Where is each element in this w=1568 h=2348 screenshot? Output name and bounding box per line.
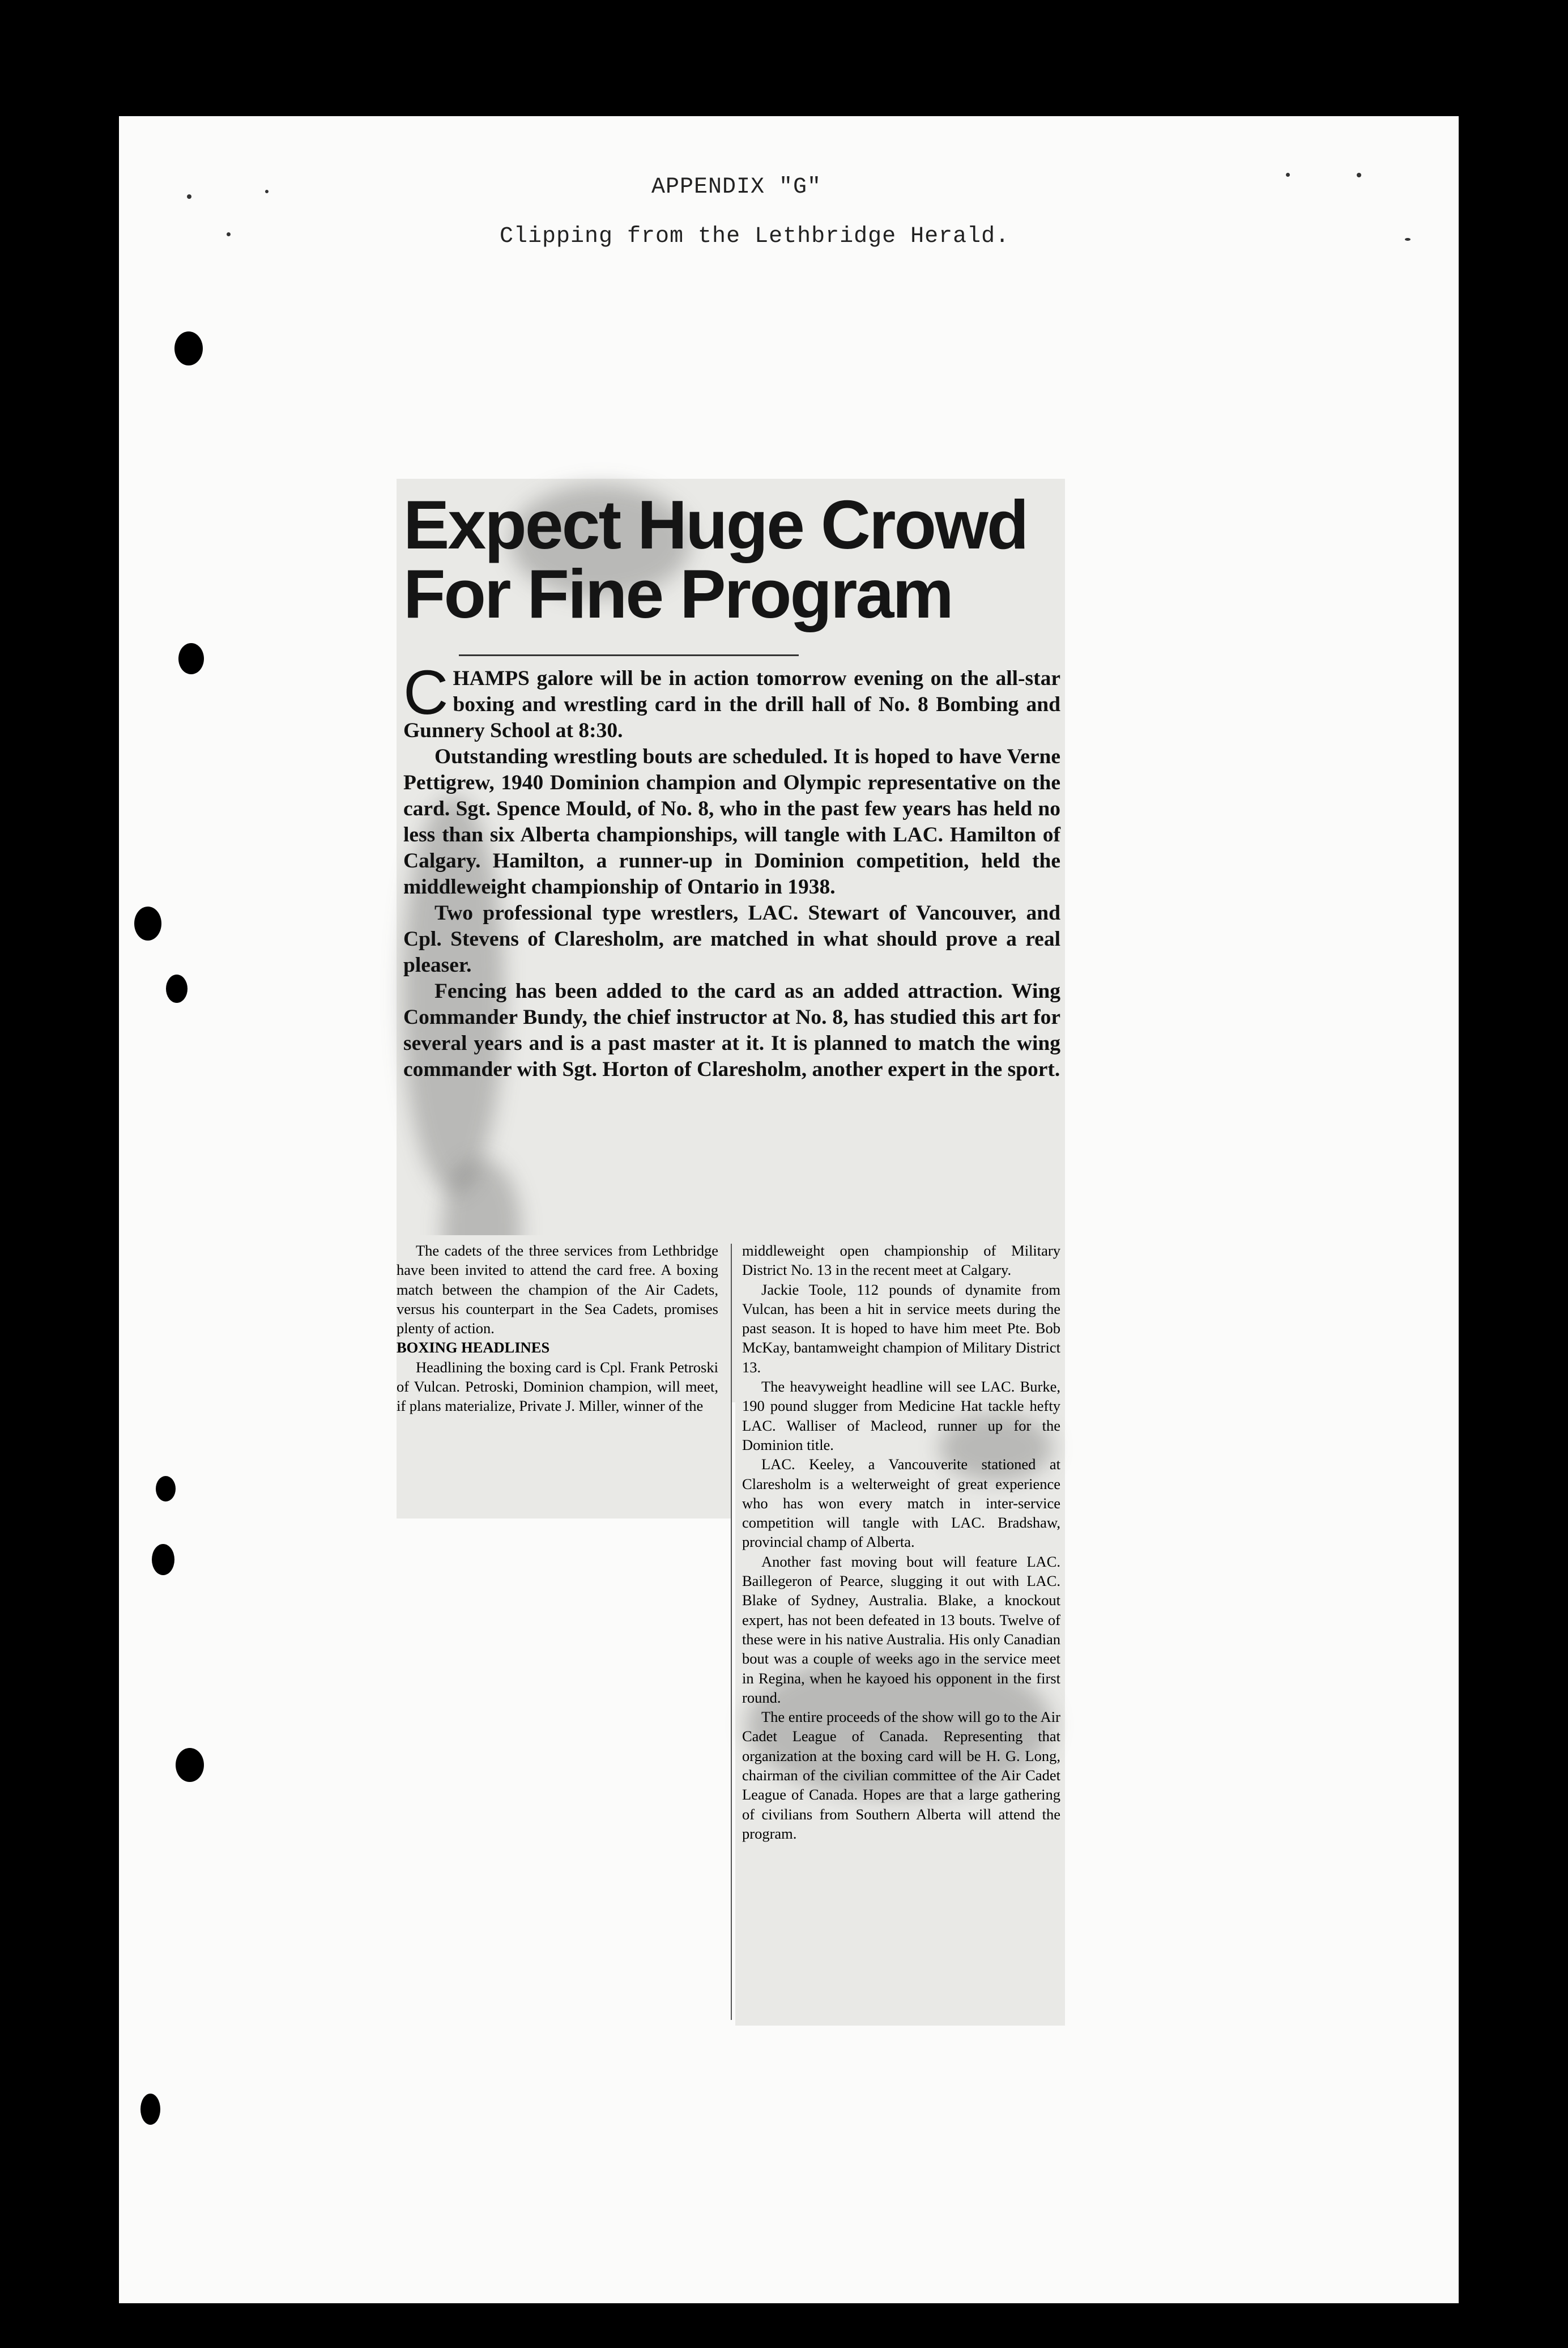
document-page bbox=[119, 116, 1459, 2303]
article-paragraph: The heavyweight headline will see LAC. Burke, 190 pound slugger from Medicine Hat tackle hefty LAC. Walliser of Macleod, runner up for the Dominion title. bbox=[742, 1378, 1060, 1453]
article-right-column bbox=[742, 1241, 1060, 1843]
lead-paragraph bbox=[403, 658, 1060, 744]
binder-hole bbox=[156, 1476, 176, 1501]
article-paragraph: The cadets of the three services from Lethbridge have been invited to attend the card free. A boxing match between the champion of the Air Cadets, versus his counterpart in the Sea Cadets, promises plenty of action. bbox=[397, 1242, 718, 1337]
article-left-column bbox=[397, 1241, 718, 1416]
speck bbox=[1286, 173, 1290, 177]
clipping-caption: Clipping from the Lethbridge Herald. bbox=[500, 224, 1010, 249]
column-divider bbox=[731, 1244, 732, 2020]
drop-cap: C bbox=[403, 658, 449, 728]
speck bbox=[1405, 238, 1411, 241]
binder-hole bbox=[140, 2094, 160, 2125]
lead-paragraph: Outstanding wrestling bouts are scheduled. It is hoped to have Verne Pettigrew, 1940 Dominion champion and Olympic representative on the card. Sgt. Spence Mould, of No. 8, who in the past few years has held no less than six Alberta championships, will tangle with LAC. Hamilton of Calgary. Hamilton, a runner-up in Dominion competition, held the middleweight championship of Ontario in 1938. bbox=[403, 745, 1060, 899]
lead-paragraph: Two professional type wrestlers, LAC. Stewart of Vancouver, and Cpl. Stevens of Claresholm, are matched in what should prove a real pleaser. bbox=[403, 901, 1060, 977]
section-subhead: BOXING HEADLINES bbox=[397, 1339, 550, 1356]
appendix-heading: APPENDIX "G" bbox=[651, 175, 822, 200]
headline-rule bbox=[459, 654, 799, 656]
speck bbox=[227, 232, 231, 236]
binder-hole bbox=[152, 1544, 174, 1575]
article-paragraph: LAC. Keeley, a Vancouverite stationed at Claresholm is a welterweight of great experience who has won every match in inter-service competition will tangle with LAC. Bradshaw, provincial champ of Alberta. bbox=[742, 1456, 1060, 1551]
article-paragraph: middleweight open championship of Military District No. 13 in the recent meet at Calgary. bbox=[742, 1242, 1060, 1279]
binder-hole bbox=[134, 907, 161, 941]
binder-hole bbox=[176, 1748, 204, 1782]
lead-paragraph: Fencing has been added to the card as an added attraction. Wing Commander Bundy, the chief instructor at No. 8, has studied this art for several years and is a past master at it. It is planned to match the wing commander with Sgt. Horton of Claresholm, another expert in the sport. bbox=[403, 980, 1060, 1081]
speck bbox=[265, 190, 269, 193]
binder-hole bbox=[166, 975, 188, 1003]
binder-hole bbox=[174, 331, 203, 365]
article-paragraph: Headlining the boxing card is Cpl. Frank Petroski of Vulcan. Petroski, Dominion champion, will meet, if plans materialize, Private J. Miller, winner of the bbox=[397, 1358, 718, 1415]
speck bbox=[187, 194, 191, 199]
headline-line-1: Expect Huge Crowd bbox=[403, 486, 1028, 563]
article-paragraph: The entire proceeds of the show will go to the Air Cadet League of Canada. Representing that organization at the boxing card will be H. G. Long, chairman of the civilian committee of the Air Cadet League of Canada. Hopes are that a large gathering of civilians from Southern Alberta will attend the program. bbox=[742, 1708, 1060, 1842]
binder-hole bbox=[178, 643, 204, 674]
article-paragraph: Jackie Toole, 112 pounds of dynamite from Vulcan, has been a hit in service meets during the past season. It is hoped to have him meet Pte. Bob McKay, bantamweight champion of Military District 13. bbox=[742, 1281, 1060, 1376]
speck bbox=[1357, 173, 1361, 177]
headline-line-2: For Fine Program bbox=[403, 555, 952, 632]
lead-text bbox=[403, 658, 1060, 1083]
article-paragraph: Another fast moving bout will feature LAC. Baillegeron of Pearce, slugging it out with LAC. Blake of Sydney, Australia. Blake, a knockout expert, has not been defeated in 13 bouts. Twelve of these were in his native Australia. His only Canadian bout was a couple of weeks ago in the service meet in Regina, when he kayoed his opponent in the first round. bbox=[742, 1552, 1060, 1706]
headline bbox=[403, 486, 1060, 632]
lead-paragraph-text: HAMPS galore will be in action tomorrow evening on the all-star boxing and wrestling card in the drill hall of No. 8 Bombing and Gunnery School at 8:30. bbox=[403, 667, 1060, 742]
